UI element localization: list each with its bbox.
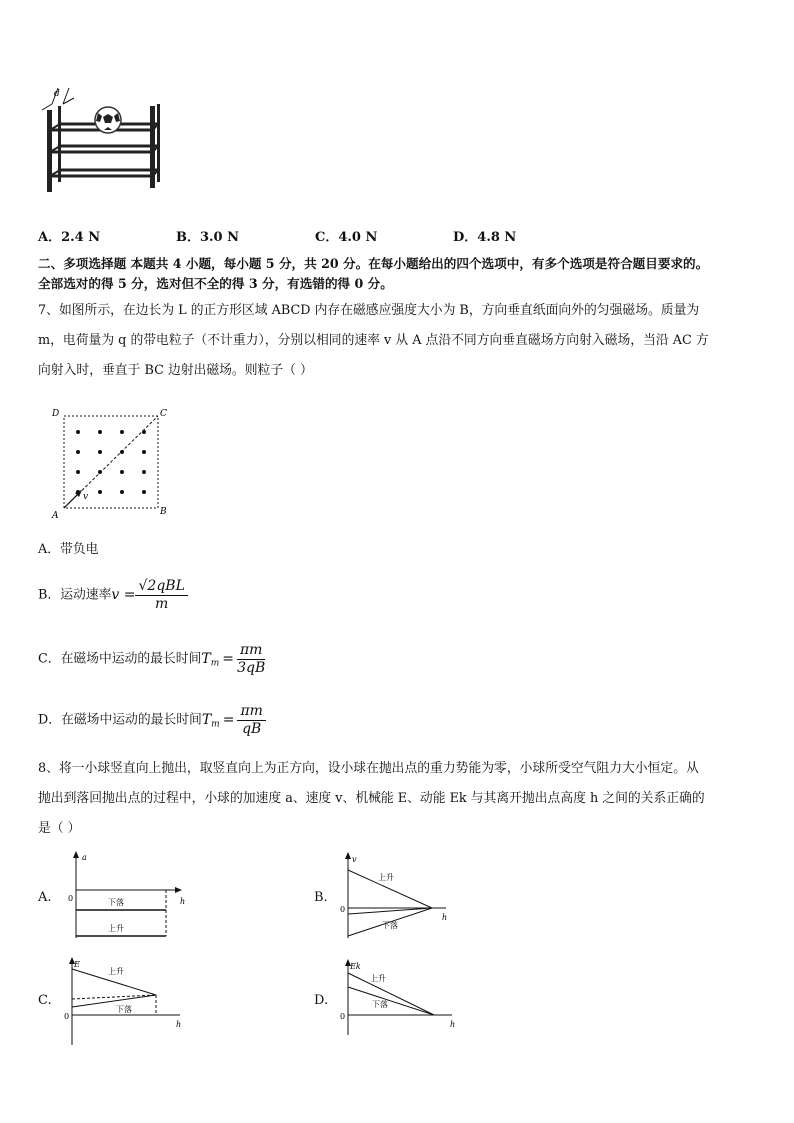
ball-icon: [95, 107, 121, 133]
graph-a-y-label: a: [82, 853, 87, 862]
graph-c-down-label: 下落: [116, 1005, 132, 1014]
q7-option-d-lhs: T: [201, 712, 212, 728]
shelf-d-label: d: [54, 89, 60, 99]
shelf-figure: [38, 86, 163, 194]
label-B: B: [160, 507, 167, 517]
q7-option-c-lhs: T: [201, 651, 211, 667]
q6-option-d: D．4.8 N: [453, 230, 517, 245]
graph-b-x-label: h: [442, 913, 448, 922]
label-v: v: [83, 492, 89, 502]
q7-option-b-lhs: v =: [111, 587, 136, 603]
q7-line2: m，电荷量为 q 的带电粒子（不计重力），分别以相同的速率 v 从 A 点沿不同方向垂直磁场方向射入磁场，当沿 AC 方: [38, 333, 709, 348]
label-A: A: [52, 511, 59, 520]
label-D: D: [52, 409, 60, 419]
q7-option-d-sub: m: [211, 719, 220, 730]
graph-a-origin: 0: [68, 894, 74, 903]
q8-option-a-label: A.: [38, 890, 52, 905]
q7-option-b-numerator: √2qBL: [135, 578, 187, 596]
magnetic-field-figure: [48, 404, 178, 520]
graph-c-up-label: 上升: [108, 967, 124, 976]
q7-line3: 向射入时，垂直于 BC 边射出磁场。则粒子（ ）: [38, 363, 313, 378]
graph-a-up-label: 上升: [108, 924, 124, 933]
graph-b-down-label: 下落: [382, 921, 398, 930]
graph-b-origin: 0: [340, 905, 346, 914]
q8-option-c-label: C.: [38, 993, 52, 1008]
q8-option-b-label: B.: [314, 890, 328, 905]
graph-d-x-label: h: [450, 1020, 456, 1029]
graph-a-x-label: h: [180, 897, 186, 906]
graph-d-y-label: Ek: [350, 962, 361, 971]
q7-option-c-text: C．在磁场中运动的最长时间: [38, 651, 202, 667]
q7-option-b: [38, 576, 188, 615]
q7-option-d-eq: =: [222, 712, 235, 728]
section2-line1: 二、多项选择题 本题共 4 小题，每小题 5 分，共 20 分。在每小题给出的四个选项中，有多个选项是符合题目要求的。: [38, 256, 709, 271]
q7-option-c-sub: m: [210, 658, 220, 669]
graph-c-x-label: h: [176, 1020, 182, 1029]
q6-option-a: A．2.4 N: [38, 230, 101, 245]
graph-d: [334, 955, 474, 1047]
q6-option-c: C．4.0 N: [315, 230, 378, 245]
q7-option-b-text: B．运动速率: [38, 587, 112, 603]
q7-option-d-numerator: πm: [237, 703, 265, 721]
q7-option-b-denominator: m: [155, 595, 169, 612]
graph-b-y-label: v: [352, 855, 357, 864]
graph-a-down-label: 下落: [108, 898, 124, 907]
graph-b-up-label: 上升: [378, 873, 394, 882]
graph-d-down-label: 下落: [372, 1000, 388, 1009]
q8-line3: 是（ ）: [38, 821, 81, 836]
graph-d-origin: 0: [340, 1012, 346, 1021]
graph-c-origin: 0: [64, 1012, 70, 1021]
q7-line1: 7、如图所示，在边长为 L 的正方形区域 ABCD 内存在磁感应强度大小为 B，方向垂直纸面向外的匀强磁场。质量为: [38, 303, 700, 318]
q7-option-d: [38, 701, 266, 744]
graph-a: [60, 850, 200, 942]
q7-option-c-denominator: 3qB: [237, 659, 266, 676]
section2-line2: 全部选对的得 5 分，选对但不全的得 3 分，有选错的得 0 分。: [38, 276, 393, 291]
q8-line1: 8、将一小球竖直向上抛出，取竖直向上为正方向，设小球在抛出点的重力势能为零，小球所受空气阻力大小恒定。从: [38, 761, 699, 776]
label-C: C: [160, 409, 167, 419]
q8-line2: 抛出到落回抛出点的过程中，小球的加速度 a、速度 v、机械能 E、动能 Ek 与其离开抛出点高度 h 之间的关系正确的: [38, 791, 705, 806]
q7-option-c-eq: =: [222, 651, 234, 667]
graph-c: [60, 955, 200, 1047]
q6-option-b: B．3.0 N: [176, 230, 240, 245]
q7-option-d-fraction: [237, 703, 265, 738]
q7-option-b-fraction: [135, 578, 187, 613]
q8-option-d-label: D.: [314, 993, 329, 1008]
q7-option-a: A．带负电: [38, 542, 99, 557]
q7-option-c: [38, 640, 265, 683]
q7-option-c-numerator: πm: [237, 642, 265, 660]
graph-d-up-label: 上升: [370, 974, 386, 983]
graph-c-y-label: E: [74, 960, 80, 969]
q7-option-d-text: D．在磁场中运动的最长时间: [38, 712, 202, 728]
graph-b: [330, 850, 470, 942]
q7-option-d-denominator: qB: [242, 720, 262, 737]
q7-option-c-fraction: [237, 642, 265, 677]
